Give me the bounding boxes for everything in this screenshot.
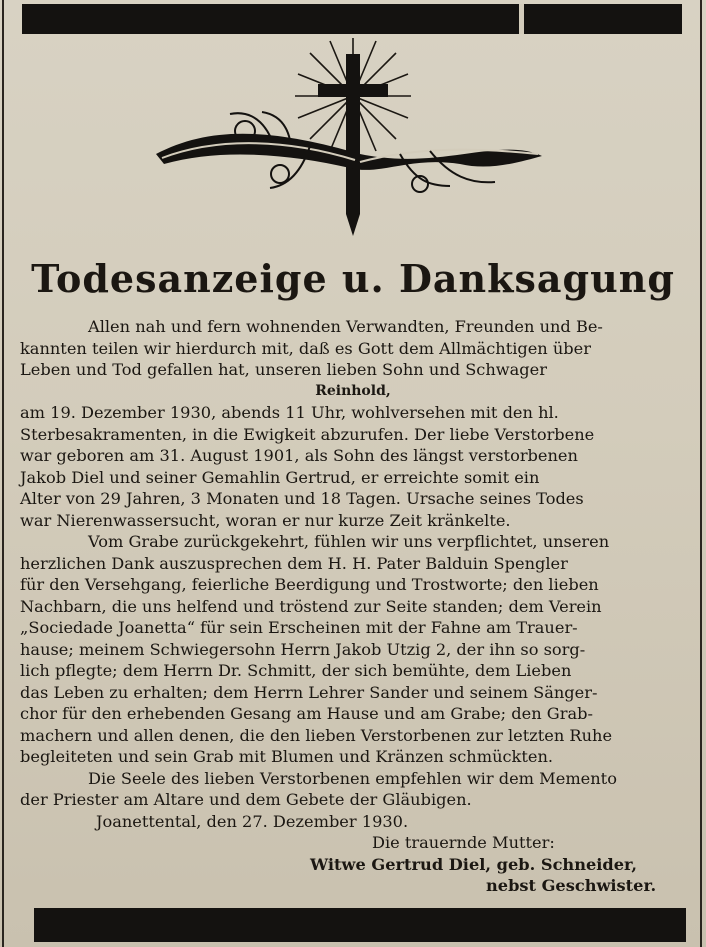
text-line: das Leben zu erhalten; dem Herrn Lehrer Sander und seinem Sänger- <box>20 682 598 702</box>
text-line: herzlichen Dank auszusprechen dem H. H. Pater Balduin Spengler <box>20 553 568 573</box>
text-line: Vom Grabe zurückgekehrt, fühlen wir uns verpflichtet, unseren <box>88 532 610 551</box>
notice-title: Todesanzeige u. Danksagung <box>31 256 675 301</box>
right-edge-line <box>700 0 702 947</box>
top-black-rule <box>22 4 682 34</box>
signoff-mother-label: Die trauernde Mutter: <box>372 833 555 852</box>
text-line: war geboren am 31. August 1901, als Sohn des längst verstorbenen <box>20 446 578 465</box>
text-line: chor für den erhebenden Gesang am Hause und am Grabe; den Grab- <box>20 704 593 723</box>
text-line: am 19. Dezember 1930, abends 11 Uhr, wohlversehen mit den hl. <box>20 403 559 422</box>
bottom-black-rule <box>34 908 686 942</box>
text-line: hause; meinem Schwiegersohn Herrn Jakob Utzig 2, der ihn so sorg- <box>20 639 586 659</box>
text-line: Die Seele des lieben Verstorbenen empfehlen wir dem Memento <box>88 768 617 788</box>
text-line: kannten teilen wir hierdurch mit, daß es Gott dem Allmächtigen über <box>20 338 591 358</box>
text-line: Jakob Diel und seiner Gemahlin Gertrud, er erreichte somit ein <box>20 467 540 487</box>
text-line: Sterbesakramenten, in die Ewigkeit abzurufen. Der liebe Verstorbene <box>20 424 595 444</box>
text-line: war Nierenwassersucht, woran er nur kurze Zeit kränkelte. <box>20 510 511 530</box>
text-line: für den Versehgang, feierliche Beerdigung und Trostworte; den lieben <box>20 575 599 594</box>
text-line: lich pflegte; dem Herrn Dr. Schmitt, der sich bemühte, dem Lieben <box>20 661 572 680</box>
signoff-siblings: nebst Geschwister. <box>486 876 657 895</box>
text-line: Nachbarn, die uns helfend und tröstend zur Seite standen; dem Verein <box>20 596 602 616</box>
text-line: „Sociedade Joanetta“ für sein Erscheinen mit der Fahne am Trauer- <box>20 618 578 637</box>
text-line: machern und allen denen, die den lieben Verstorbenen zur letzten Ruhe <box>20 725 613 745</box>
signoff-name: Witwe Gertrud Diel, geb. Schneider, <box>310 854 638 874</box>
notice-body <box>20 316 686 897</box>
deceased-name: Reinhold, <box>315 382 391 399</box>
text-line: begleiteten und sein Grab mit Blumen und Kränzen schmückten. <box>20 747 554 766</box>
text-line: Alter von 29 Jahren, 3 Monaten und 18 Tagen. Ursache seines Todes <box>20 489 584 508</box>
cross-with-rays-and-palm-branch-icon <box>150 36 550 246</box>
text-line: der Priester am Altare und dem Gebete der Gläubigen. <box>20 790 472 809</box>
text-line: Leben und Tod gefallen hat, unseren lieben Sohn und Schwager <box>20 360 547 379</box>
text-line: Allen nah und fern wohnenden Verwandten, Freunden und Be- <box>88 317 603 336</box>
left-edge-line <box>2 0 4 947</box>
place-and-date: Joanettental, den 27. Dezember 1930. <box>96 811 409 831</box>
